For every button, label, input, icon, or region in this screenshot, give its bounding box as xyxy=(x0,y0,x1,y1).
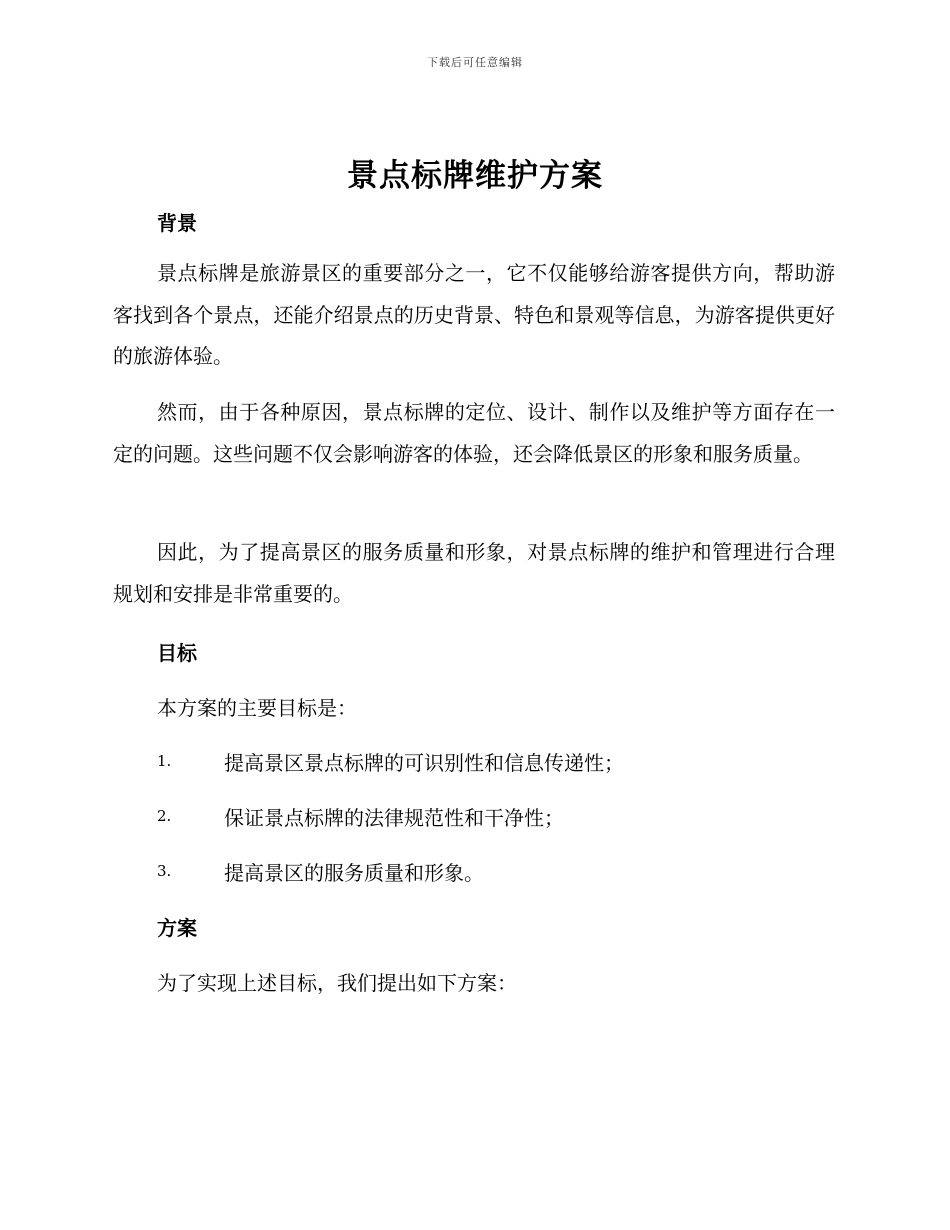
goal-2-number: 2. xyxy=(157,807,172,825)
background-paragraph-1: 景点标牌是旅游景区的重要部分之一，它不仅能够给游客提供方向，帮助游客找到各个景点，还能介绍景点的历史背景、特色和景观等信息，为游客提供更好的旅游体验。 xyxy=(113,261,835,368)
plan-intro: 为了实现上述目标，我们提出如下方案： xyxy=(157,971,517,995)
background-paragraph-2: 然而，由于各种原因，景点标牌的定位、设计、制作以及维护等方面存在一定的问题。这些问题不仅会影响游客的体验，还会降低景区的形象和服务质量。 xyxy=(113,400,835,466)
page-header: 下载后可任意编辑 xyxy=(427,56,523,69)
goal-1-text: 提高景区景点标牌的可识别性和信息传递性； xyxy=(224,751,624,775)
background-paragraph-3: 因此，为了提高景区的服务质量和形象，对景点标牌的维护和管理进行合理规划和安排是非常重要的。 xyxy=(113,540,835,606)
section-heading-background: 背景 xyxy=(157,211,197,235)
goal-3-text: 提高景区的服务质量和形象。 xyxy=(224,861,484,885)
goals-intro: 本方案的主要目标是： xyxy=(157,696,357,720)
goal-1-number: 1. xyxy=(157,752,172,770)
goal-3-number: 3. xyxy=(157,862,172,880)
goal-2-text: 保证景点标牌的法律规范性和干净性； xyxy=(224,806,564,830)
section-heading-goals: 目标 xyxy=(157,641,197,665)
section-heading-plan: 方案 xyxy=(157,916,197,940)
document-title: 景点标牌维护方案 xyxy=(347,158,603,194)
